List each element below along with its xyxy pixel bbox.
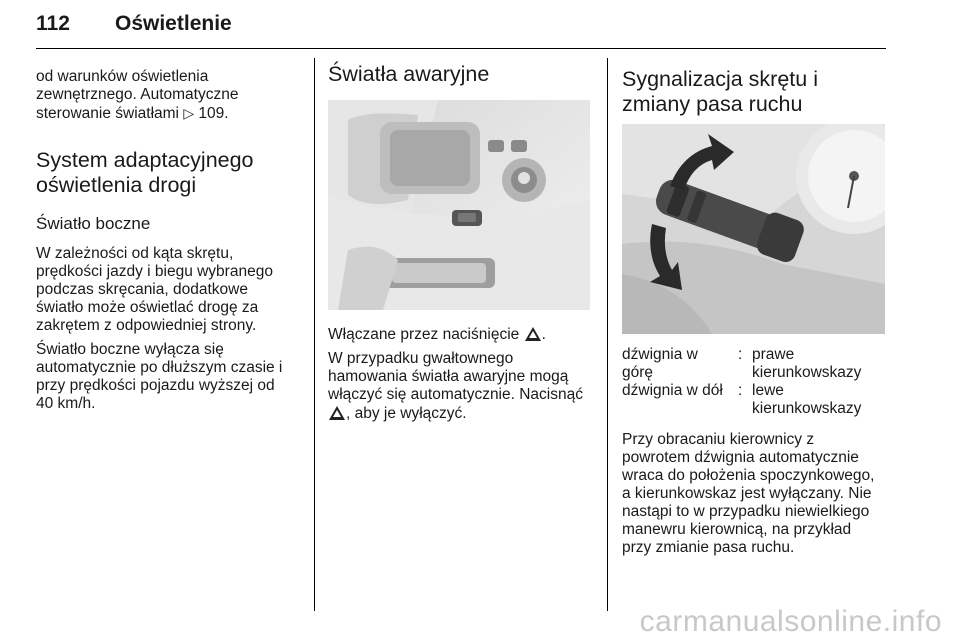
chapter-title: Oświetlenie (115, 12, 232, 35)
header-divider (36, 48, 886, 49)
paragraph: Przy obracaniu kierownicy z powrotem dźwignia automatycznie wraca do położenia spoczynkowego, a kierunkowskaz jest wyłączany. Nie nastąpi to w przypadku niewielkiego manewru kierownicą, na przykład przy zmianie pasa ruchu. (622, 431, 875, 556)
paragraph: W przypadku gwałtownego hamowania światła awaryjne mogą włączyć się automatycznie. Nacisnąć , aby je wyłączyć. (328, 350, 583, 422)
page-reference-link[interactable]: 109. (198, 105, 229, 122)
lever-table-block (622, 346, 892, 557)
column-left (36, 68, 306, 413)
column-right (622, 67, 892, 117)
hazard-switch-photo (328, 100, 590, 310)
turn-signal-lever-photo (622, 124, 885, 334)
page-header (36, 10, 886, 40)
lever-direction-cell: dźwignia w dół (622, 382, 723, 399)
lever-direction-cell: dźwignia w górę (622, 346, 698, 381)
intro-line: od warunków oświetlenia (36, 68, 209, 85)
section-heading: Światła awaryjne (328, 62, 490, 86)
column-divider (314, 58, 315, 611)
column-middle-text (328, 325, 598, 423)
separator: : (738, 382, 743, 399)
indicator-cell: lewe kierunkowskazy (752, 382, 862, 417)
reference-arrow-icon: ▷ (183, 105, 195, 121)
separator: : (738, 346, 743, 363)
paragraph: W zależności od kąta skrętu, prędkości jazdy i biegu wybranego podczas skręcania, dodatkowe światło może oświetlać drogę za zakrętem z odpowiedniej strony. (36, 245, 273, 334)
lever-direction-table (622, 346, 861, 418)
hazard-warning-icon (525, 327, 541, 341)
page-number: 112 (36, 12, 70, 35)
hazard-warning-icon (329, 406, 345, 420)
column-middle (328, 62, 598, 87)
paragraph: Włączane przez naciśnięcie . (328, 326, 546, 343)
section-heading: Sygnalizacja skrętu i zmiany pasa ruchu (622, 67, 818, 116)
paragraph: Światło boczne wyłącza się automatycznie po dłuższym czasie i przy prędkości pojazdu wyższej od 40 km/h. (36, 341, 283, 412)
intro-line: sterowanie światłami ▷ 109. (36, 105, 229, 122)
section-heading: System adaptacyjnego oświetlenia drogi (36, 148, 254, 197)
intro-line: zewnętrznego. Automatyczne (36, 86, 239, 103)
watermark: carmanualsonline.info (639, 605, 942, 638)
table-row (622, 346, 861, 382)
table-row (622, 382, 861, 418)
column-divider (607, 58, 608, 611)
indicator-cell: prawe kierunkowskazy (752, 346, 862, 381)
subsection-heading: Światło boczne (36, 214, 151, 233)
